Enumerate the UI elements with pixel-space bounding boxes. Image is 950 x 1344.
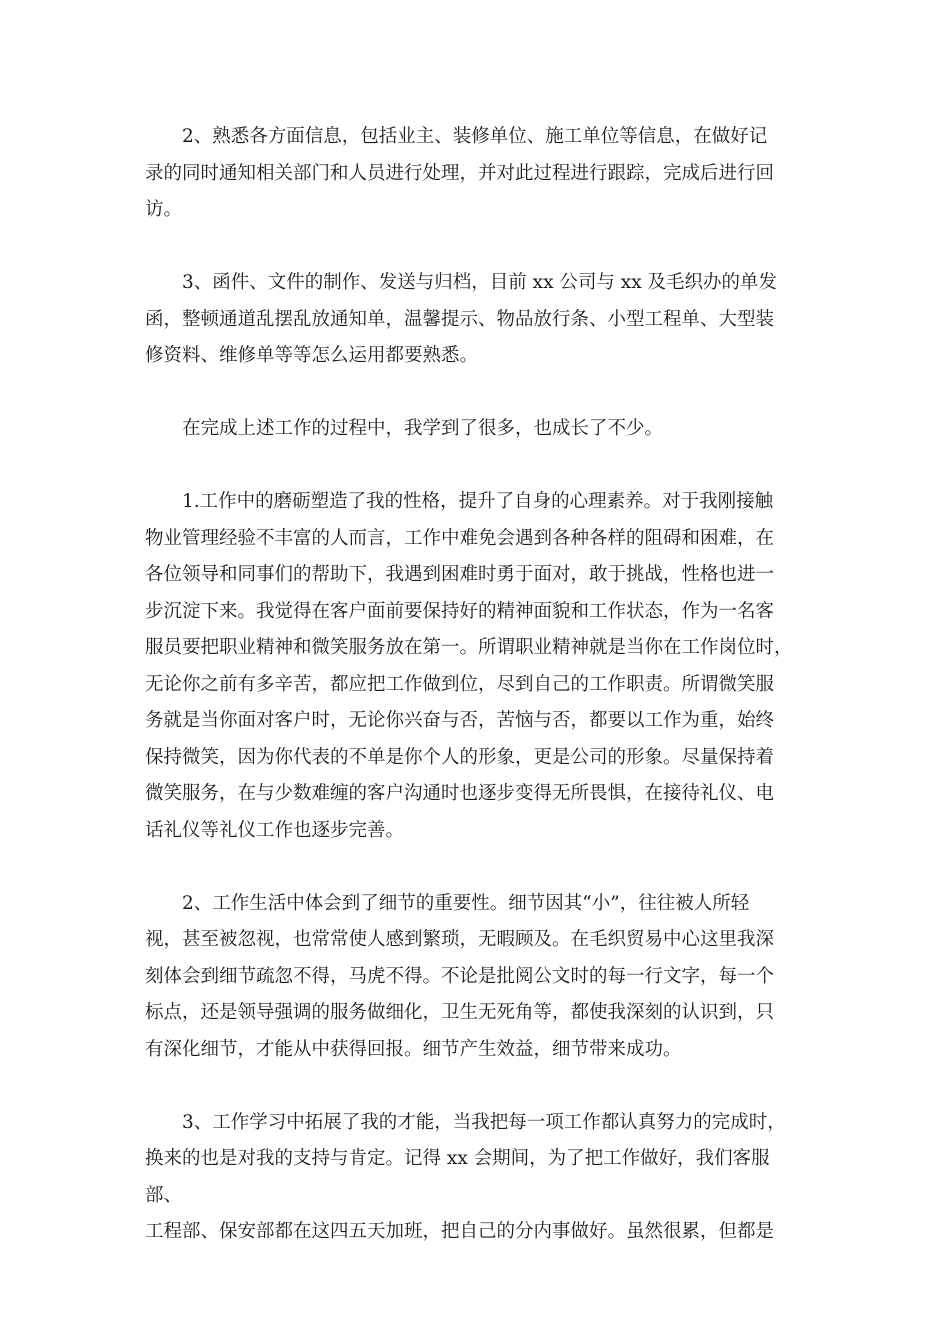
paragraph-summary-intro: 在完成上述工作的过程中，我学到了很多，也成长了不少。 [182,418,664,439]
paragraph-importance-of-details: 2、工作生活中体会到了细节的重要性。细节因其“小”，往往被人所轻 视，甚至被忽视，也常常使人感到繁琐，无暇顾及。在毛织贸易中心这里我深 刻体会到细节疏忽不得，马虎不得。不论是批阅公文时的每一行文字，每一个 标点，还是领导强调的服务做细化，卫生无死角等，都使我深刻的认识到，只 有深化细节，才能从中获得回报。细节产生效益，细节带来成功。 [145,892,775,1060]
paragraph-documents-filing: 3、函件、文件的制作、发送与归档，目前 xx 公司与 xx 及毛织办的单发 函，整顿通道乱摆乱放通知单，温馨提示、物品放行条、小型工程单、大型装 修资料、维修单等等怎么运用都要熟悉。 [145,272,778,366]
paragraph-character-growth: 1.工作中的磨砺塑造了我的性格，提升了自身的心理素养。对于我刚接触 物业管理经验不丰富的人而言，工作中难免会遇到各种各样的阻碍和困难，在 各位领导和同事们的帮助下，我遇到困难时勇于面对，敢于挑战，性格也进一 步沉淀下来。我觉得在客户面前要保持好的精神面貌和工作状态，作为一名客 服员要把职业精神和微笑服务放在第一。所谓职业精神就是当你在工作岗位时， 无论你之前有多辛苦，都应把工作做到位，尽到自己的工作职责。所谓微笑服 务就是当你面对客户时，无论你兴奋与否，苦恼与否，都要以工作为重，始终 保持微笑，因为你代表的不单是你个人的形象，更是公司的形象。尽量保持着 微笑服务，在与少数难缠的客户沟通时也逐步变得无所畏惧，在接待礼仪、电 话礼仪等礼仪工作也逐步完善。 [145,491,793,841]
document-body [145,119,805,1287]
paragraph-expanded-abilities: 3、工作学习中拓展了我的才能，当我把每一项工作都认真努力的完成时， 换来的也是对我的支持与肯定。记得 xx 会期间，为了把工作做好，我们客服部、 工程部、保安部都在这四五天加班，把自己的分内事做好。虽然很累，但都是 [145,1111,786,1242]
paragraph-familiarize-info: 2、熟悉各方面信息，包括业主、装修单位、施工单位等信息，在做好记 录的同时通知相关部门和人员进行处理，并对此过程进行跟踪，完成后进行回 访。 [145,126,775,220]
